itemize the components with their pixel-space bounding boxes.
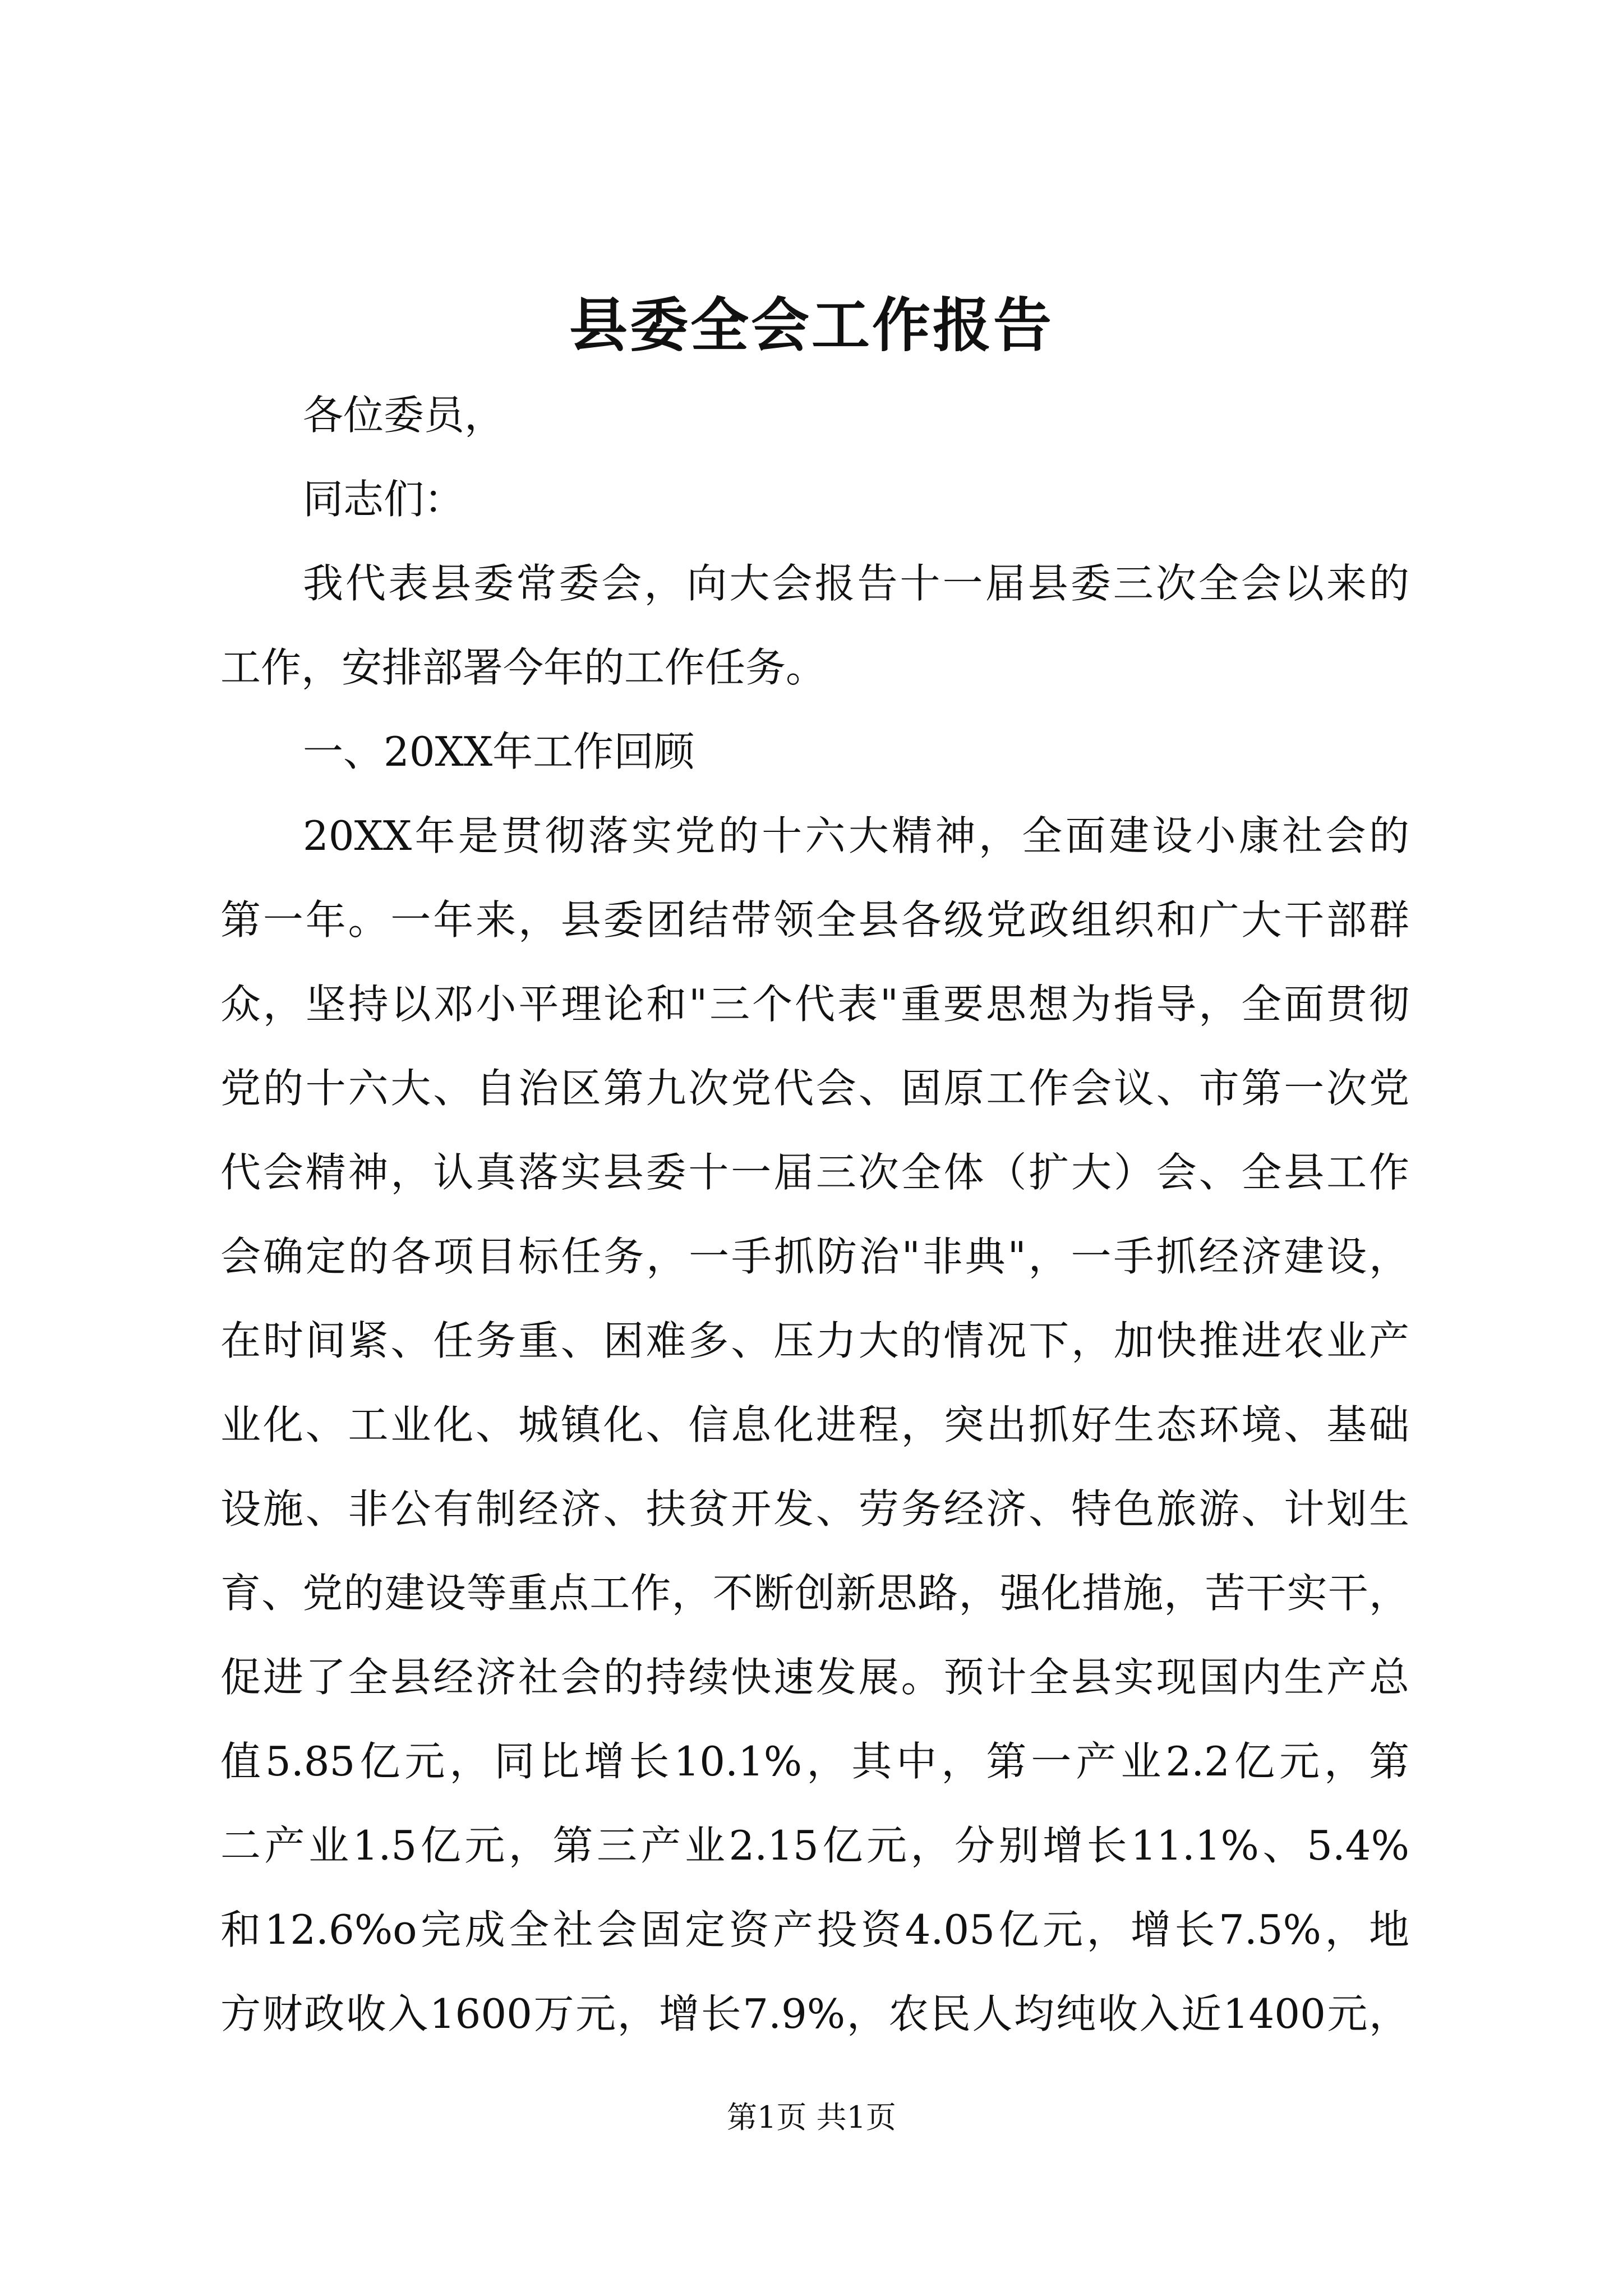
paragraph-line: 二产业1.5亿元，第三产业2.15亿元，分别增长11.1%、5.4% — [220, 1822, 1409, 1869]
paragraph-line: 代会精神，认真落实县委十一届三次全体（扩大）会、全县工作 — [220, 1149, 1409, 1196]
paragraph-line: 和12.6%o完成全社会固定资产投资4.05亿元，增长7.5%，地 — [220, 1906, 1409, 1953]
paragraph-line: 促进了全县经济社会的持续快速发展。预计全县实现国内生产总 — [220, 1654, 1409, 1701]
paragraph-line: 会确定的各项目标任务，一手抓防治"非典"，一手抓经济建设， — [220, 1233, 1409, 1280]
paragraph-line: 育、党的建设等重点工作，不断创新思路，强化措施，苦干实干， — [220, 1570, 1409, 1617]
paragraph-line: 20XX年是贯彻落实党的十六大精神，全面建设小康社会的 — [303, 812, 1409, 859]
paragraph-line: 众，坚持以邓小平理论和"三个代表"重要思想为指导，全面贯彻 — [220, 981, 1409, 1028]
paragraph-line: 我代表县委常委会，向大会报告十一届县委三次全会以来的 — [303, 560, 1409, 607]
paragraph-line: 方财政收入1600万元，增长7.9%，农民人均纯收入近1400元， — [220, 1990, 1409, 2037]
salutation-line: 同志们： — [303, 476, 465, 523]
document-title: 县委全会工作报告 — [569, 291, 1054, 360]
paragraph-line: 在时间紧、任务重、困难多、压力大的情况下，加快推进农业产 — [220, 1317, 1409, 1364]
page-footer: 第1页 共1页 — [727, 2100, 896, 2135]
salutation-line: 各位委员， — [303, 392, 505, 439]
paragraph-line: 值5.85亿元，同比增长10.1%，其中，第一产业2.2亿元，第 — [220, 1738, 1409, 1785]
paragraph-line: 党的十六大、自治区第九次党代会、固原工作会议、市第一次党 — [220, 1065, 1409, 1112]
section-heading: 一、20XX年工作回顾 — [303, 728, 695, 775]
paragraph-line: 业化、工业化、城镇化、信息化进程，突出抓好生态环境、基础 — [220, 1401, 1409, 1448]
paragraph-line: 工作，安排部署今年的工作任务。 — [220, 644, 827, 691]
paragraph-line: 设施、非公有制经济、扶贫开发、劳务经济、特色旅游、计划生 — [220, 1485, 1409, 1533]
paragraph-line: 第一年。一年来，县委团结带领全县各级党政组织和广大干部群 — [220, 896, 1409, 944]
